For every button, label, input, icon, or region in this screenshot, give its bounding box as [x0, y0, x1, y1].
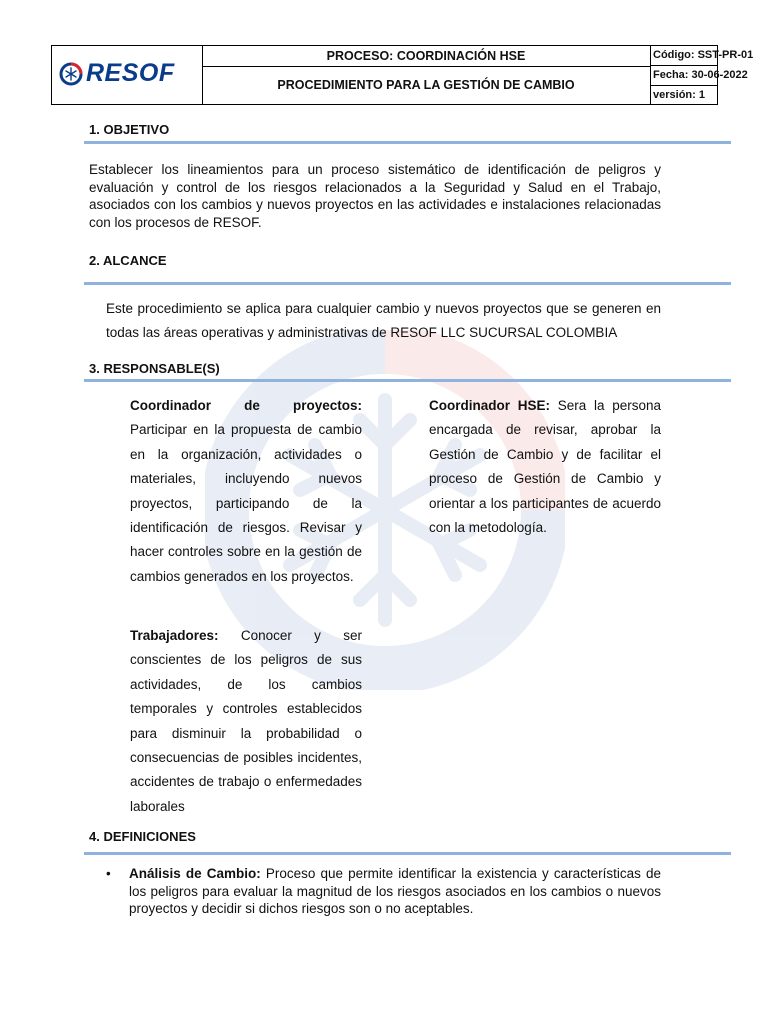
procedure-title: PROCEDIMIENTO PARA LA GESTIÓN DE CAMBIO [277, 78, 575, 92]
process-title: PROCESO: COORDINACIÓN HSE [202, 46, 650, 67]
document-code: Código: SST-PR-01 [651, 46, 717, 66]
resof-logo [58, 59, 175, 88]
section-heading-responsables: 3. RESPONSABLE(S) [89, 361, 220, 376]
document-date: Fecha: 30-06-2022 [651, 66, 717, 86]
role-description: Participar en la propuesta de cambio en la organización, actividades o materiales, incluyendo nuevos proyectos, participando de la identificación de riesgos. Revisar y hacer controles sobre en la gestión de cambios generados en los proyectos. [130, 422, 362, 584]
role-description: Conocer y ser conscientes de los peligros de sus actividades, de los cambios temporales y controles establecidos para disminuir la probabilidad o consecuencias de posibles incidentes, accidentes de trabajo o enfermedades laborales [130, 628, 362, 814]
responsable-trabajadores [130, 624, 362, 819]
section-divider [84, 282, 731, 285]
section-heading-definiciones: 4. DEFINICIONES [89, 829, 196, 844]
bullet-icon: • [106, 866, 111, 881]
section-divider [84, 141, 731, 144]
snowflake-gear-icon [58, 61, 84, 87]
logo-cell [52, 46, 203, 104]
objetivo-text: Establecer los lineamientos para un proceso sistemático de identificación de peligros y evaluación y control de los riesgos relacionados a la Seguridad y Salud en el Trabajo, asociados con los cambios y nuevos proyectos en las actividades e instalaciones relacionadas con los procesos de RESOF. [89, 162, 661, 230]
document-version: versión: 1 [653, 89, 705, 101]
alcance-text: Este procedimiento se aplica para cualquier cambio y nuevos proyectos que se generen en todas las áreas operativas y administrativas de RESOF LLC SUCURSAL COLOMBIA [106, 301, 661, 341]
section-divider [84, 379, 731, 382]
section-divider [84, 852, 731, 855]
definition-text [129, 865, 661, 918]
brand-name: RESOF [86, 59, 175, 87]
responsable-coordinador-hse [429, 394, 661, 540]
definition-description: Proceso que permite identificar la existencia y características de los peligros para evaluar la magnitud de los riesgos asociados en los cambios o nuevos proyectos y decidir si dichos riesgos son o no aceptables. [129, 866, 661, 916]
definition-term: Análisis de Cambio: [129, 866, 261, 881]
section-heading-objetivo: 1. OBJETIVO [89, 122, 170, 137]
section-heading-alcance: 2. ALCANCE [89, 253, 167, 268]
meta-cell [651, 46, 754, 104]
role-description: Sera la persona encargada de revisar, aprobar la Gestión de Cambio y de facilitar el proceso de Gestión de Cambio y orientar a los participantes de acuerdo con la metodología. [429, 398, 661, 536]
role-label: Coordinador de proyectos: [130, 398, 362, 413]
role-label: Trabajadores: [130, 628, 219, 643]
responsable-coordinador-proyectos [130, 394, 362, 589]
role-label: Coordinador HSE: [429, 398, 550, 413]
document-header-table [51, 45, 754, 105]
title-cell [202, 46, 651, 104]
